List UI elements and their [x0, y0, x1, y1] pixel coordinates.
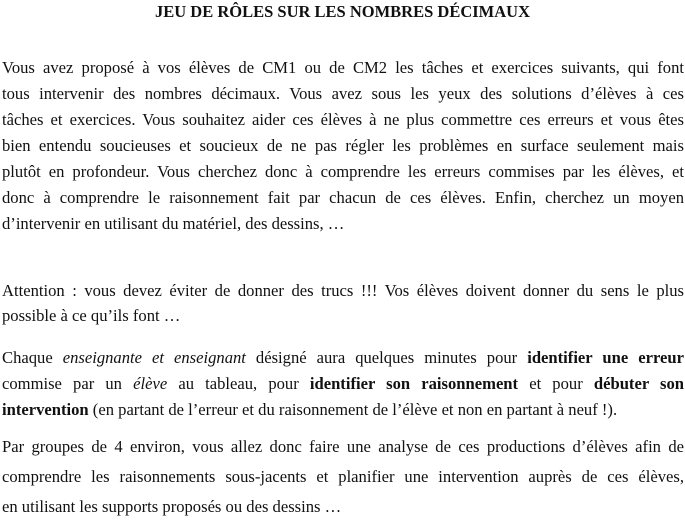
document-title: JEU DE RÔLES SUR LES NOMBRES DÉCIMAUX [155, 2, 530, 21]
text-et-pour: et pour [518, 374, 594, 393]
paragraph-line: Vous avez proposé à vos élèves de CM1 ou de CM2 les tâches et exercices suivants, qui font [2, 58, 684, 77]
text-designe: désigné aura quelques minutes pour [245, 348, 528, 367]
italic-eleve: élève [133, 374, 168, 393]
paragraph-line: Attention : vous devez éviter de donner des trucs !!! Vos élèves doivent donner du sens le plus [2, 281, 684, 300]
paragraph-line: donc à comprendre le raisonnement fait par chacun de ces élèves. Enfin, cherchez un moyen [2, 188, 684, 207]
paragraph-line: comprendre les raisonnements sous-jacents et planifier une intervention auprès de ces élèves, [2, 467, 684, 486]
text-commise: commise par un [2, 374, 134, 393]
paragraph-line: plutôt en profondeur. Vous cherchez donc à comprendre les erreurs commises par les élèves, et [2, 162, 684, 181]
italic-role: enseignante et enseignant [62, 348, 246, 367]
paragraph-line: Par groupes de 4 environ, vous allez donc faire une analyse de ces productions d’élèves afin de [2, 437, 684, 456]
paragraph-line: bien entendu soucieuses et soucieux de ne pas régler les problèmes en surface seulement mais [2, 136, 684, 155]
paragraph-line [2, 397, 684, 423]
paragraph-introduction [2, 55, 684, 237]
paragraph-line: possible à ce qu’ils font … [2, 306, 181, 325]
paragraph-attention [2, 278, 684, 328]
paragraph-groups [2, 432, 684, 522]
text-end: (en partant de l’erreur et du raisonnement de l’élève et non en partant à neuf !). [88, 400, 618, 419]
paragraph-instructions [2, 345, 684, 423]
bold-identifier-raisonnement: identifier son raisonnement [309, 374, 519, 393]
bold-debuter: débuter son [593, 374, 685, 393]
paragraph-line: en utilisant les supports proposés ou des dessins … [2, 497, 342, 516]
bold-intervention: intervention [2, 400, 89, 419]
paragraph-line: tous intervenir des nombres décimaux. Vous avez sous les yeux des solutions d’élèves à ces [2, 84, 684, 103]
paragraph-line [2, 345, 684, 371]
text-au-tableau: au tableau, pour [167, 374, 310, 393]
bold-identifier-erreur: identifier une erreur [527, 348, 684, 367]
paragraph-line: tâches et exercices. Vous souhaitez aider ces élèves à ne plus commettre ces erreurs et vous êtes [2, 110, 684, 129]
text-chaque: Chaque [2, 348, 53, 367]
paragraph-line [2, 371, 684, 397]
paragraph-line: d’intervenir en utilisant du matériel, des dessins, … [2, 214, 345, 233]
